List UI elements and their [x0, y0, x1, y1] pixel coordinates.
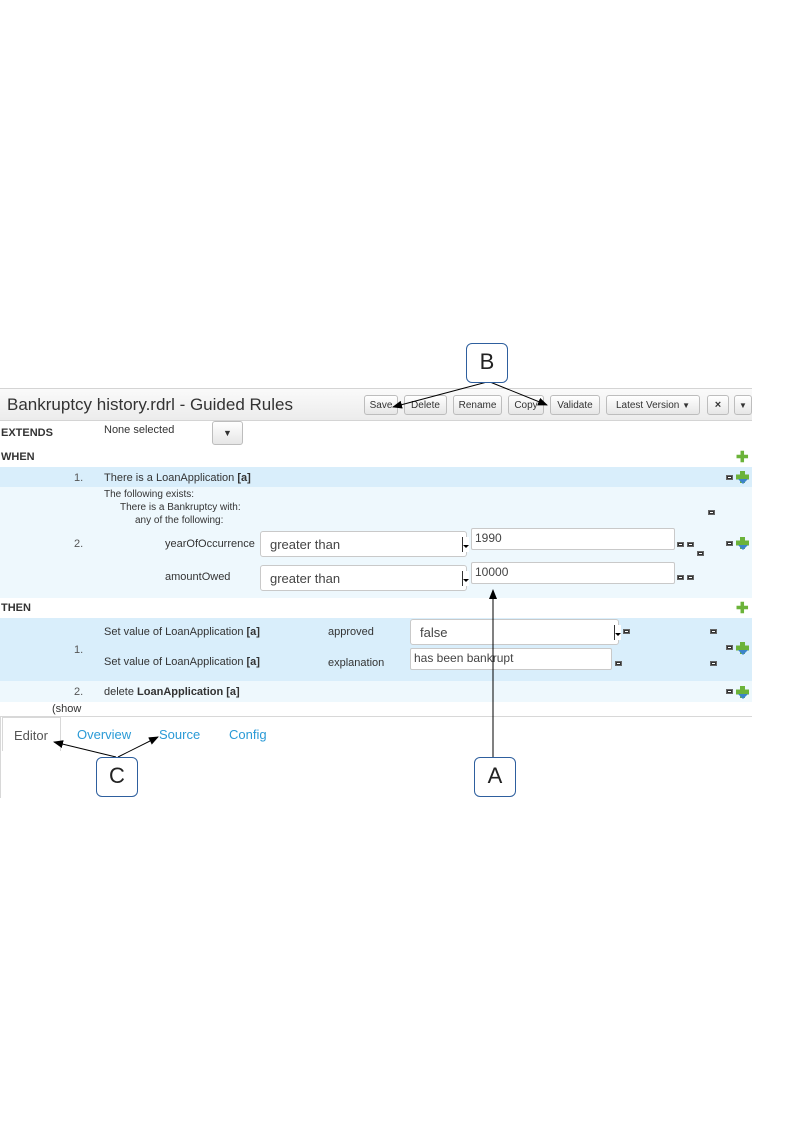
set-value-var: [a]	[246, 656, 260, 668]
extends-label: EXTENDS	[1, 427, 53, 439]
close-button[interactable]: ×	[707, 395, 729, 415]
caret-down-icon: ▼	[739, 401, 747, 410]
tab-source[interactable]: Source	[159, 727, 201, 742]
condition-number: 2.	[74, 538, 84, 550]
show-options-link[interactable]: (show	[52, 703, 82, 715]
field-explanation: explanation	[328, 657, 385, 669]
latest-version-label: Latest Version	[615, 400, 680, 411]
tab-editor[interactable]: Editor	[2, 717, 61, 751]
rename-button[interactable]: Rename	[453, 395, 502, 415]
page-title: Bankruptcy history.rdrl - Guided Rules	[7, 395, 293, 414]
add-condition-icon[interactable]: ✚	[736, 449, 749, 466]
delete-label: delete	[104, 686, 134, 698]
callout-a: A	[474, 757, 516, 797]
when-label: WHEN	[1, 451, 35, 463]
caret-down-icon: ▼	[682, 401, 691, 410]
any-of-line: any of the following:	[135, 515, 224, 526]
approved-value: false	[420, 625, 448, 640]
add-action-icon[interactable]: ✚	[736, 600, 749, 617]
extends-value: None selected	[104, 424, 175, 436]
callout-b: B	[466, 343, 508, 383]
field-name-year: yearOfOccurrence	[165, 538, 255, 550]
set-value-label: Set value of LoanApplication	[104, 656, 244, 668]
delete-button[interactable]: Delete	[404, 395, 447, 415]
set-value-label: Set value of LoanApplication	[104, 626, 244, 638]
set-value-var: [a]	[246, 626, 260, 638]
condition-text-label: There is a LoanApplication	[104, 472, 235, 484]
save-button[interactable]: Save	[364, 395, 398, 415]
field-approved: approved	[328, 626, 374, 638]
delete-target: LoanApplication [a]	[137, 686, 240, 698]
tab-config[interactable]: Config	[229, 727, 267, 742]
validate-button[interactable]: Validate	[550, 395, 600, 415]
condition-number: 1.	[74, 472, 84, 484]
operator-value: greater than	[270, 571, 341, 586]
exists-line: The following exists:	[104, 489, 195, 500]
condition-var: [a]	[237, 472, 251, 484]
caret-down-icon: ▼	[223, 427, 232, 438]
then-label: THEN	[1, 602, 31, 614]
copy-button[interactable]: Copy	[508, 395, 544, 415]
explanation-input[interactable]: has been bankrupt	[410, 648, 612, 670]
value-input-year[interactable]: 1990	[471, 528, 675, 550]
field-name-amount: amountOwed	[165, 571, 231, 583]
operator-value: greater than	[270, 537, 341, 552]
bankruptcy-line: There is a Bankruptcy with:	[120, 502, 241, 513]
action-number: 2.	[74, 686, 84, 698]
tab-overview[interactable]: Overview	[77, 727, 132, 742]
value-input-amount[interactable]: 10000	[471, 562, 675, 584]
callout-c: C	[96, 757, 138, 797]
action-number: 1.	[74, 644, 84, 656]
